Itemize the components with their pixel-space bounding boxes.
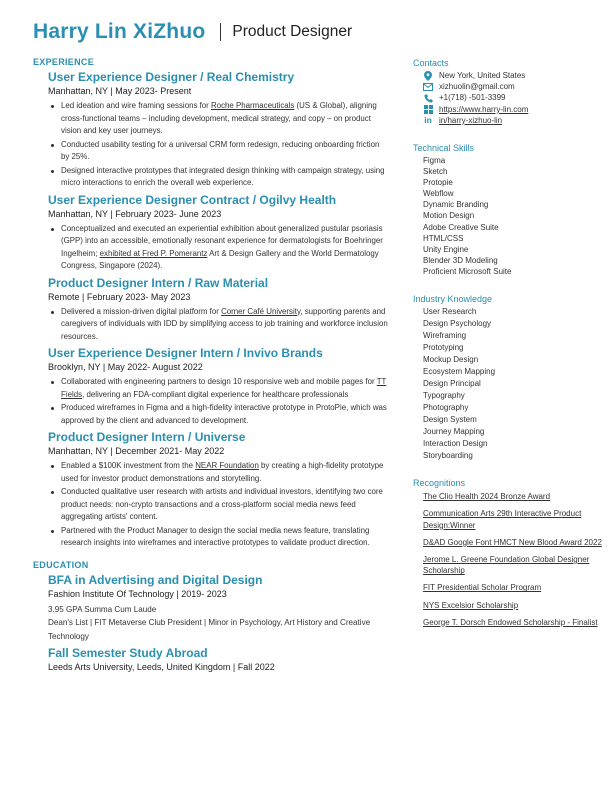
bullet-item (61, 306, 388, 344)
experience-heading: EXPERIENCE (33, 57, 95, 67)
bullet-text: Led ideation and wire framing sessions for (61, 101, 212, 110)
bullet-text: by creating a high-fidelity prototype used for investor product demonstrations and storytelling. (61, 461, 384, 483)
skill-item: Dynamic Branding (423, 200, 489, 210)
contact-item (413, 92, 603, 103)
bullet-text: , delivering an FDA-compliant digital experience for healthcare professionals (82, 389, 349, 399)
skill-item: Proficient Microsoft Suite (423, 266, 512, 276)
recognition-item: D&AD Google Font HMCT New Blood Award 2022 (423, 537, 602, 547)
job-bullets (48, 100, 388, 190)
bullet-text: Partnered with the Product Manager to design the social media news feature, translating research insights into wireframes and interactive prototypes to validate product direction. (61, 525, 370, 547)
bullet-link[interactable]: Corner Café University (221, 306, 301, 316)
bullet-item (61, 223, 388, 273)
knowledge-item: Design System (423, 415, 477, 425)
contact-text: xizhuolin@gmail.com (439, 82, 515, 92)
bullet-item (61, 100, 388, 138)
mail-icon (423, 83, 433, 91)
bullet-text: Art & Design Gallery and the World Dermatology Congress, Singapore (2024). (61, 248, 379, 270)
bullet-text: Designed interactive prototypes that integrated design thinking with campaign strategy, using micro interactions to enrich the overall web experience. (61, 165, 385, 187)
job-entry (48, 276, 388, 344)
bullet-text: Conceptualized and executed an experiential exhibition about generalized pustular psoriasis (GPP) into an accessible, emotionally resonant experience for dermatologists for Boehringer Ingelheim; (61, 223, 383, 258)
job-title: Product Designer Intern / Raw Material (48, 275, 269, 290)
bullet-item (61, 460, 388, 485)
job-title: User Experience Designer Contract / Ogilvy Health (48, 192, 337, 207)
knowledge-item: Prototyping (423, 343, 464, 353)
bullet-link[interactable]: TT Fields (61, 377, 387, 399)
contact-item (413, 70, 603, 81)
side-column (413, 58, 603, 634)
skill-item: Sketch (423, 167, 448, 177)
skill-item: HTML/CSS (423, 233, 464, 243)
contact-item (413, 81, 603, 92)
skill-item: Protopie (423, 178, 453, 188)
education-entry (48, 573, 388, 644)
bullet-text: Enabled a $100K investment from the (61, 461, 196, 470)
phone-icon (423, 94, 433, 103)
skill-item: Adobe Creative Suite (423, 222, 499, 232)
recognition-item: Jerome L. Greene Foundation Global Designer Scholarship (423, 554, 590, 576)
knowledge-item: Typography (423, 391, 465, 401)
job-bullets (48, 460, 388, 550)
recognitions-list (423, 491, 603, 628)
job-meta: Manhattan, NY | February 2023- June 2023 (48, 208, 222, 219)
knowledge-list (423, 306, 603, 462)
contacts-heading: Contacts (413, 58, 449, 68)
job-meta: Manhattan, NY | December 2021- May 2022 (48, 446, 225, 456)
bullet-link[interactable]: Roche Pharmaceuticals (211, 101, 295, 110)
bullet-text: Collaborated with engineering partners to design 10 responsive web and mobile pages for (61, 377, 377, 386)
skill-item: Motion Design (423, 211, 475, 221)
website-grid-icon (423, 105, 433, 114)
education-entry (48, 646, 388, 674)
job-entry (48, 430, 388, 550)
school-meta: Leeds Arts University, Leeds, United Kingdom | Fall 2022 (48, 662, 275, 672)
bullet-text: Conducted qualitative user research with artists and individual investors, identifying two core product needs: non-crypto transactions and a cross-platform social media news feed aggregating artists' content. (61, 487, 383, 521)
skill-item: Blender 3D Modeling (423, 255, 498, 265)
header-divider (220, 23, 221, 41)
knowledge-item: Design Principal (423, 379, 481, 389)
skills-list (423, 155, 603, 277)
experience-list (33, 70, 388, 550)
skill-item: Webflow (423, 189, 454, 199)
bullet-text: (US & Global), aligning cross-functional teams – including development, medical strategy, and copy – on product vision and key user journeys. (61, 101, 377, 135)
linkedin-icon: in (424, 115, 432, 126)
skill-item: Unity Engine (423, 244, 469, 254)
contact-text: +1(718) -501-3399 (439, 93, 506, 103)
contact-text[interactable]: https://www.harry-lin.com (439, 104, 529, 114)
job-meta: Remote | February 2023- May 2023 (48, 291, 191, 302)
resume-header (33, 17, 352, 47)
degree-title: BFA in Advertising and Digital Design (48, 572, 263, 587)
recognition-item: NYS Excelsior Scholarship (423, 600, 519, 610)
contact-item[interactable] (413, 104, 603, 115)
candidate-name: Harry Lin XiZhuo (33, 20, 206, 43)
contact-text[interactable]: in/harry-xizhuo-lin (439, 115, 503, 125)
knowledge-item: Journey Mapping (423, 427, 485, 437)
location-pin-icon (423, 71, 433, 81)
recognitions-heading: Recognitions (413, 478, 466, 489)
knowledge-item: Interaction Design (423, 439, 488, 449)
education-heading: EDUCATION (33, 559, 89, 570)
skill-item: Figma (423, 156, 446, 166)
bullet-text: Produced wireframes in Figma and a high-fidelity interactive prototype in ProtoPie, which was approved by the client and advanced to development. (61, 403, 387, 425)
knowledge-heading: Industry Knowledge (413, 294, 493, 305)
bullet-item (61, 525, 388, 550)
main-column (33, 57, 388, 676)
knowledge-item: Storyboarding (423, 451, 473, 461)
education-list (33, 573, 388, 675)
education-detail: Dean's List | FIT Metaverse Club President | Minor in Psychology, Art History and Creative Technology (48, 618, 371, 641)
job-title: User Experience Designer Intern / Invivo Brands (48, 346, 323, 360)
degree-title: Fall Semester Study Abroad (48, 646, 208, 660)
knowledge-item: Mockup Design (423, 355, 479, 365)
job-meta: Brooklyn, NY | May 2022- August 2022 (48, 362, 203, 372)
recognition-item: FIT Presidential Scholar Program (423, 583, 542, 593)
job-entry (48, 346, 388, 427)
bullet-text: Conducted usability testing for a universal CRM form redesign, reducing onboarding friction by 25%. (61, 139, 380, 161)
candidate-role: Product Designer (232, 23, 353, 40)
bullet-text: , supporting parents and caregivers of individuals with IDD by simplifying access to job training and workforce inclusion resources. (61, 306, 388, 341)
knowledge-item: Photography (423, 403, 469, 413)
job-title: User Experience Designer / Real Chemistry (48, 70, 295, 84)
bullet-link[interactable]: NEAR Foundation (195, 461, 259, 470)
job-bullets (48, 223, 388, 273)
knowledge-item: Design Psychology (423, 319, 492, 329)
school-meta: Fashion Institute Of Technology | 2019- 2023 (48, 588, 227, 599)
job-bullets (48, 376, 388, 427)
knowledge-item: Ecosystem Mapping (423, 367, 496, 377)
education-detail: 3.95 GPA Summa Cum Laude (48, 604, 157, 614)
contact-item[interactable] (413, 115, 603, 126)
bullet-link[interactable]: exhibited at Fred P. Pomerantz (99, 248, 208, 258)
bullet-item (61, 486, 388, 524)
contact-text: New York, United States (439, 71, 526, 80)
bullet-item (61, 139, 388, 164)
job-bullets (48, 306, 388, 344)
bullet-item (61, 376, 388, 401)
recognition-item: George T. Dorsch Endowed Scholarship - Finalist (423, 617, 598, 627)
knowledge-item: Wireframing (423, 331, 467, 341)
bullet-item (61, 402, 388, 427)
job-title: Product Designer Intern / Universe (48, 430, 246, 444)
job-entry (48, 193, 388, 273)
bullet-item (61, 165, 388, 190)
job-meta: Manhattan, NY | May 2023- Present (48, 86, 192, 96)
recognition-item: Communication Arts 29th Interactive Product Design:Winner (423, 509, 582, 530)
bullet-text: Delivered a mission-driven digital platform for (61, 306, 222, 316)
job-entry (48, 70, 388, 190)
recognition-item: The Clio Health 2024 Bronze Award (423, 492, 551, 502)
contacts-list (413, 70, 603, 126)
knowledge-item: User Research (423, 307, 477, 317)
skills-heading: Technical Skills (413, 143, 475, 154)
